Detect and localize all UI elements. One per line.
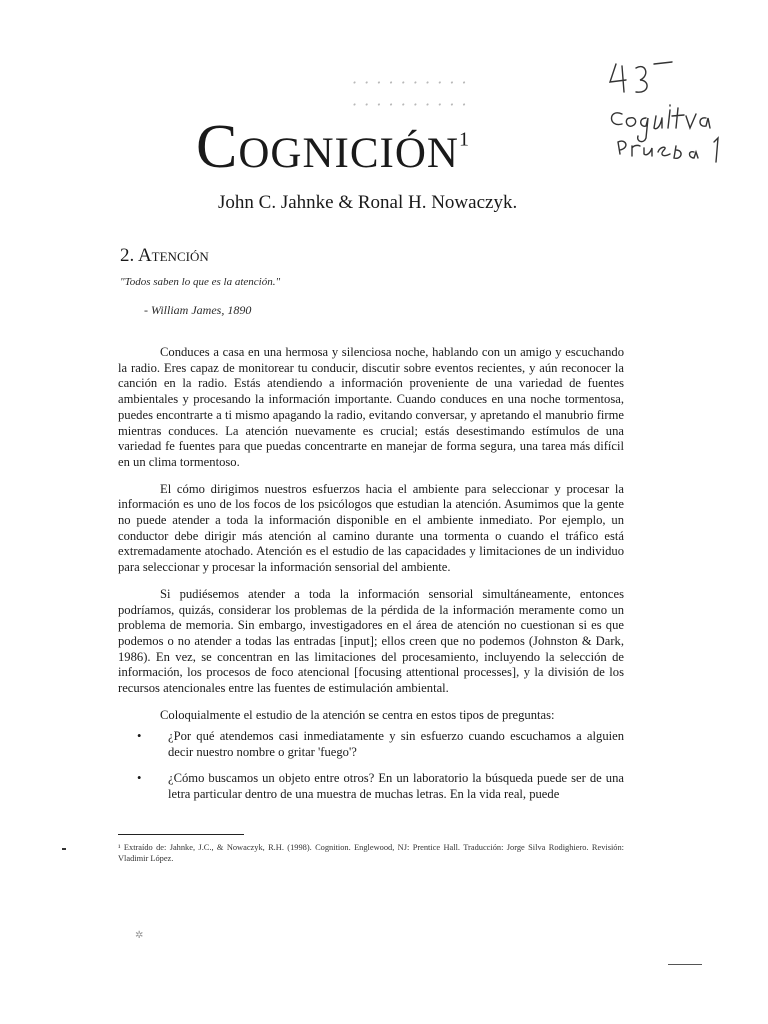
paragraph: Conduces a casa en una hermosa y silenciosa noche, hablando con un amigo y escuchando la radio. Eres capaz de monitorear tu conducir, discutir sobre eventos recientes, y aún reconocer la canción en la radio. Estás atendiendo a información proveniente de una variedad de fuentes ambientales y procesando la información importante. Cuando conduces en una noche tormentosa, puedes encontrarte a ti mismo apagando la radio, evitando conversar, y apretando el manubrio firme mientras conduces. La atención nuevamente es crucial; estás desestimando estímulos de una variedad fe fuentes para que puedas concentrarte en manejar de forma segura, una tarea más difícil en un clima tormentoso. bbox=[118, 345, 624, 469]
epigraph-quote: "Todos saben lo que es la atención." bbox=[120, 276, 281, 288]
list-item bbox=[118, 771, 624, 802]
epigraph-attribution: - William James, 1890 bbox=[144, 303, 252, 317]
handwriting-drawing bbox=[602, 58, 742, 168]
list-item-text: ¿Cómo buscamos un objeto entre otros? En un laboratorio la búsqueda puede ser de una letra particular dentro de una muestra de muchas letras. En la vida real, puede bbox=[168, 770, 624, 801]
question-list bbox=[118, 729, 624, 802]
list-item-text: ¿Por qué atendemos casi inmediatamente y sin esfuerzo cuando escuchamos a alguien decir nuestro nombre o gritar 'fuego'? bbox=[168, 729, 624, 760]
handwritten-annotation bbox=[602, 58, 742, 168]
paragraph: El cómo dirigimos nuestros esfuerzos hacia el ambiente para seleccionar y procesar la información es uno de los focos de los psicólogos que estudian la atención. Asumimos que la gente no puede atender a toda la información disponible en el ambiente inmediato. Por ejemplo, un conductor debe dirigir más atención al camino durante una tormenta o cuando el tráfico está extremadamente atochado. Atención es el estudio de las capacidades y limitaciones de un individuo para seleccionar y procesar la información sensorial del ambiente. bbox=[118, 481, 624, 575]
title-footnote-marker: 1 bbox=[458, 128, 470, 151]
paragraph: Si pudiésemos atender a toda la información sensorial simultáneamente, entonces podríamos, quizás, considerar los problemas de la pérdida de la información meramente como un problema de memoria. Sin embargo, investigadores en el área de atención no cuestionan si es que podemos o no atender a todas las entradas [input]; ellos creen que no podemos (Johnston & Dark, 1986). En vez, se concentran en las limitaciones del procesamiento, incluyendo la selección de información, los procesos de foco atencional [focusing attentional processes], y la división de los recursos atencionales entre las fuentes de estimulación ambiental. bbox=[118, 586, 624, 696]
scan-dash bbox=[668, 964, 702, 965]
title-text: Cognición bbox=[196, 113, 459, 181]
list-item bbox=[118, 729, 624, 760]
scan-blot-icon: ✲ bbox=[135, 930, 144, 941]
section-heading: 2. Atención bbox=[120, 245, 209, 266]
footnote: ¹ Extraído de: Jahnke, J.C., & Nowaczyk, R.H. (1998). Cognition. Englewood, NJ: Prentice Hall. Traducción: Jorge Silva Rodighiero. Revisión: Vladimir López. bbox=[118, 843, 624, 863]
footnote-divider bbox=[118, 834, 244, 835]
paragraph: Coloquialmente el estudio de la atención se centra en estos tipos de preguntas: bbox=[160, 707, 555, 722]
bullet-icon: • bbox=[137, 729, 142, 744]
authors: John C. Jahnke & Ronal H. Nowaczyk. bbox=[218, 192, 518, 213]
body-text bbox=[118, 345, 624, 812]
document-title bbox=[196, 112, 616, 182]
bullet-icon: • bbox=[137, 770, 142, 785]
scan-mark bbox=[62, 848, 66, 850]
stamp-line-2: · · · · · · · · · · bbox=[352, 95, 468, 114]
stamp-line-1: · · · · · · · · · · bbox=[352, 73, 468, 92]
